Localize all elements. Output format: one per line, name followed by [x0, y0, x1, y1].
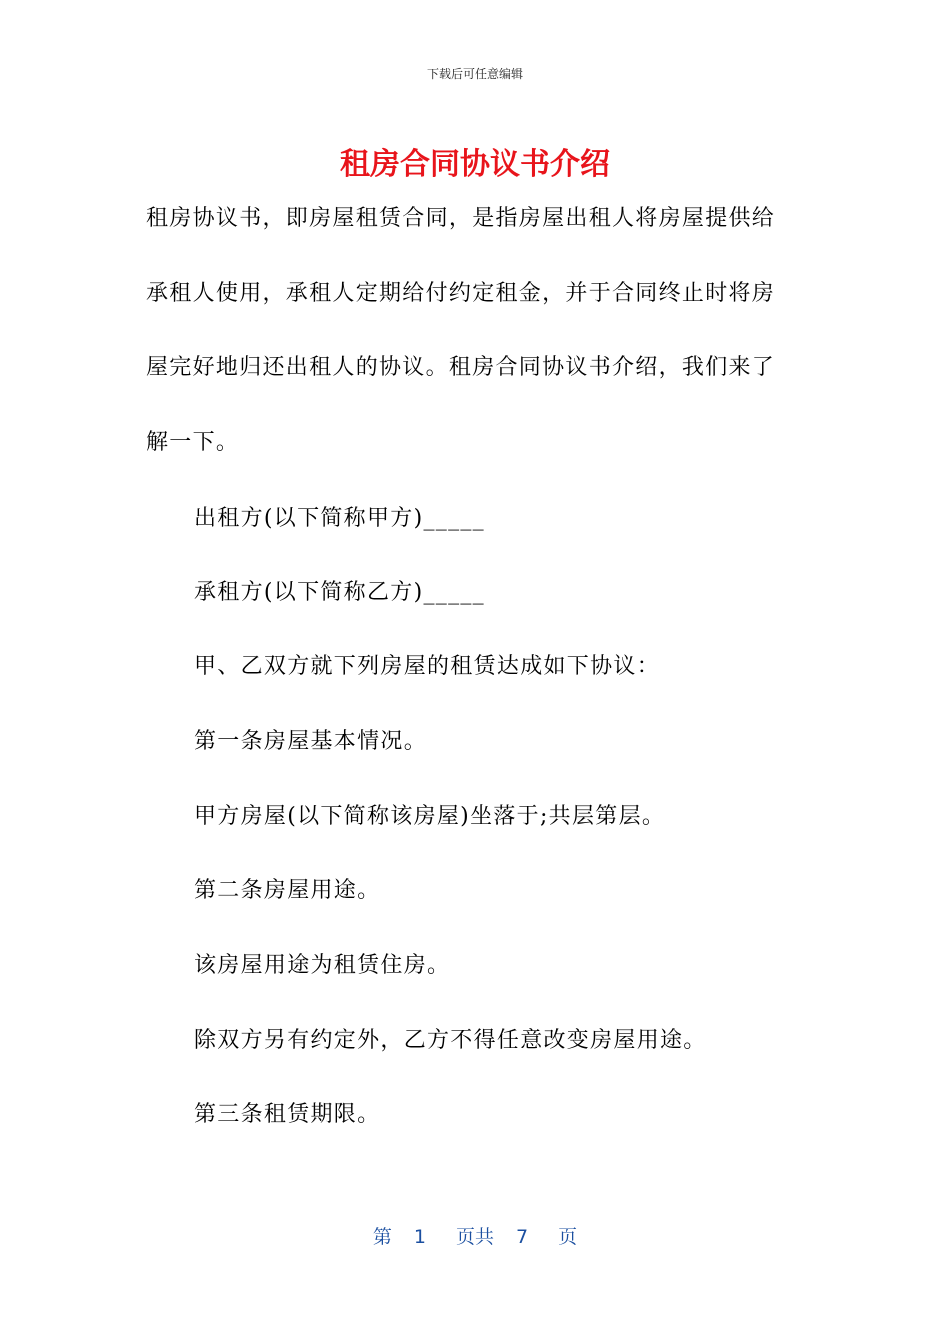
footer-page-number: 1 — [413, 1226, 426, 1248]
footer-middle: 页共 — [455, 1226, 494, 1248]
paragraph-lessee: 承租方(以下简称乙方)_____ — [194, 580, 485, 605]
page-footer — [0, 1222, 950, 1252]
paragraph-lessor: 出租方(以下简称甲方)_____ — [194, 506, 485, 531]
footer-total-pages: 7 — [516, 1226, 529, 1248]
footer-prefix: 第 — [372, 1226, 392, 1248]
paragraph-article-2: 第二条房屋用途。 — [194, 878, 381, 903]
paragraph-location: 甲方房屋(以下简称该房屋)坐落于;共层第层。 — [194, 804, 666, 829]
paragraph-usage: 该房屋用途为租赁住房。 — [194, 953, 451, 978]
header-note: 下载后可任意编辑 — [426, 67, 523, 81]
footer-suffix: 页 — [558, 1226, 578, 1248]
paragraph-article-1: 第一条房屋基本情况。 — [194, 729, 428, 754]
intro-paragraph: 租房协议书，即房屋租赁合同，是指房屋出租人将房屋提供给承租人使用，承租人定期给付约定租金，并于合同终止时将房屋完好地归还出租人的协议。租房合同协议书介绍，我们来了解一下。 — [146, 206, 776, 455]
paragraph-article-3: 第三条租赁期限。 — [194, 1102, 381, 1127]
paragraph-usage-restriction: 除双方另有约定外，乙方不得任意改变房屋用途。 — [194, 1028, 707, 1053]
paragraph-agreement: 甲、乙双方就下列房屋的租赁达成如下协议： — [194, 654, 661, 679]
document-title: 租房合同协议书介绍 — [340, 147, 610, 182]
